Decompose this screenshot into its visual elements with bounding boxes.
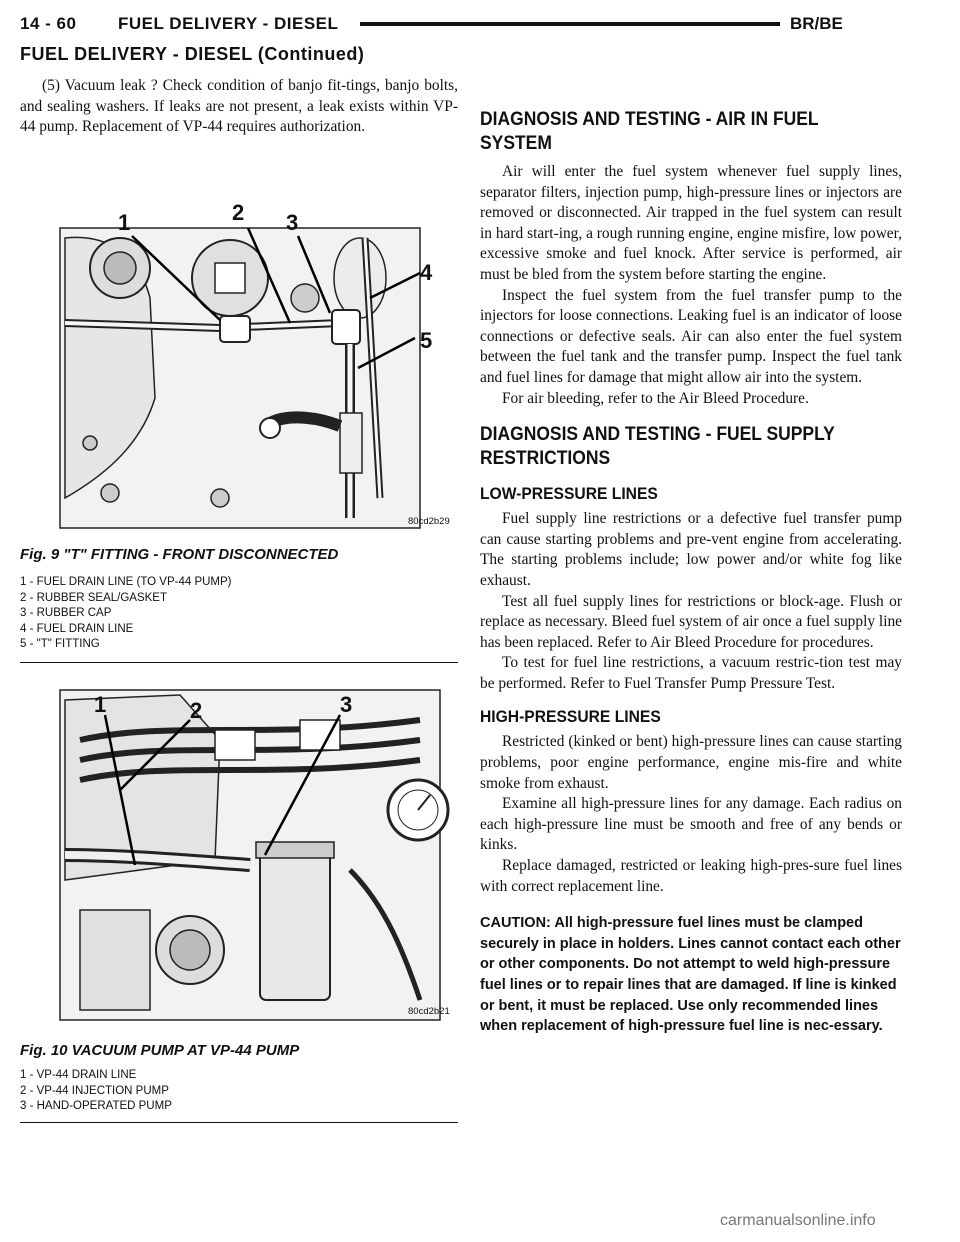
legend-item: 3 - RUBBER CAP	[20, 607, 112, 619]
intro-paragraph: (5) Vacuum leak ? Check condition of banjo fit-tings, banjo bolts, and sealing washers. If leaks are not present, a leak exists within VP-44 pump. Replacement of VP-44 requires authorization.	[20, 77, 458, 136]
figure-10-caption: Fig. 10 VACUUM PUMP AT VP-44 PUMP	[20, 1042, 300, 1059]
paragraph: Air will enter the fuel system whenever fuel supply lines, separator filters, injection pump, high-pressure lines or injectors are removed or disconnected. Air trapped in the fuel system can result in hard start-ing, a rough running engine, engine misfire, low power, excessive smoke and fuel knock. After service is performed, air must be bled from the system before starting the engine.	[480, 163, 902, 283]
image-code: 80cd2b21	[408, 1006, 450, 1017]
paragraph: Restricted (kinked or bent) high-pressure lines can cause starting problems, poor engine performance, engine mis-fire and white smoke from exhaust.	[480, 733, 902, 792]
callout-1: 1	[94, 692, 107, 717]
figure-9-legend	[20, 575, 458, 653]
legend-item: 1 - FUEL DRAIN LINE (TO VP-44 PUMP)	[20, 576, 232, 588]
figure-9-rule	[20, 662, 458, 663]
legend-item: 2 - RUBBER SEAL/GASKET	[20, 591, 167, 604]
paragraph: To test for fuel line restrictions, a vacuum restric-tion test may be performed. Refer to Fuel Transfer Pump Pressure Test.	[480, 654, 902, 692]
legend-item: 1 - VP-44 DRAIN LINE	[20, 1069, 137, 1081]
figure-9-caption: Fig. 9 "T" FITTING - FRONT DISCONNECTED	[20, 546, 339, 563]
watermark: carmanualsonline.info	[720, 1212, 876, 1229]
figure-10-illustration	[20, 680, 458, 1030]
legend-item: 2 - VP-44 INJECTION PUMP	[20, 1084, 169, 1097]
legend-item: 4 - FUEL DRAIN LINE	[20, 622, 134, 635]
header-rule	[360, 22, 780, 26]
section-title: FUEL DELIVERY - DIESEL	[118, 14, 339, 33]
callout-3: 3	[340, 692, 353, 717]
continued-title: FUEL DELIVERY - DIESEL (Continued)	[20, 44, 365, 64]
paragraph: For air bleeding, refer to the Air Bleed Procedure.	[502, 389, 809, 407]
paragraph: Examine all high-pressure lines for any damage. Each radius on each high-pressure line must be smooth and free of any bends or kinks.	[480, 795, 902, 854]
callout-5: 5	[420, 328, 433, 353]
paragraph: Test all fuel supply lines for restrictions or block-age. Flush or replace as necessary. Bleed fuel system of air once a fuel supply line has been replaced. Refer to Air Bleed Procedure for procedures.	[480, 592, 902, 651]
callout-2: 2	[232, 200, 245, 225]
callout-4: 4	[420, 260, 433, 285]
right-column	[480, 108, 902, 1037]
paragraph: Fuel supply line restrictions or a defective fuel transfer pump can cause starting problems and pre-vent engine from accelerating. The starting problems include; low power and/or white fog like exhaust.	[480, 510, 902, 589]
air-in-fuel-heading: DIAGNOSIS AND TESTING - AIR IN FUEL SYSTEM	[480, 109, 819, 154]
caution-note: CAUTION: All high-pressure fuel lines must be clamped securely in place in holders. Lines cannot contact each other or other components. Do not attempt to weld high-pressure fuel lines or to repair lines that are damaged. If line is kinked or bent, it must be replaced. Use only recommended lines when replacement of high-pressure fuel line is nec-essary.	[480, 915, 901, 1035]
paragraph: Replace damaged, restricted or leaking high-pres-sure fuel lines with correct replacement line.	[480, 857, 902, 895]
model-code: BR/BE	[790, 14, 843, 33]
high-pressure-heading: HIGH-PRESSURE LINES	[480, 707, 661, 727]
fuel-supply-heading: DIAGNOSIS AND TESTING - FUEL SUPPLY RESTRICTIONS	[480, 424, 835, 470]
legend-item: 5 - "T" FITTING	[20, 638, 100, 650]
page-number: 14 - 60	[20, 14, 77, 33]
low-pressure-heading: LOW-PRESSURE LINES	[480, 484, 658, 504]
callout-2: 2	[190, 698, 203, 723]
callout-3: 3	[286, 210, 299, 235]
figure-10	[20, 680, 458, 1030]
paragraph: Inspect the fuel system from the fuel transfer pump to the injectors for loose connections. Leaking fuel is an indicator of loose connections or defective seals. Air can also enter the fuel system between the fuel tank and the transfer pump. Inspect the fuel tank and fuel lines for damage that might allow air into the system.	[480, 286, 902, 386]
figure-10-rule	[20, 1122, 458, 1123]
image-code: 80cd2b29	[408, 516, 450, 527]
callout-1: 1	[118, 210, 131, 235]
figure-9-illustration	[20, 198, 458, 538]
figure-10-legend	[20, 1068, 458, 1115]
figure-9	[20, 198, 458, 538]
legend-item: 3 - HAND-OPERATED PUMP	[20, 1100, 172, 1112]
